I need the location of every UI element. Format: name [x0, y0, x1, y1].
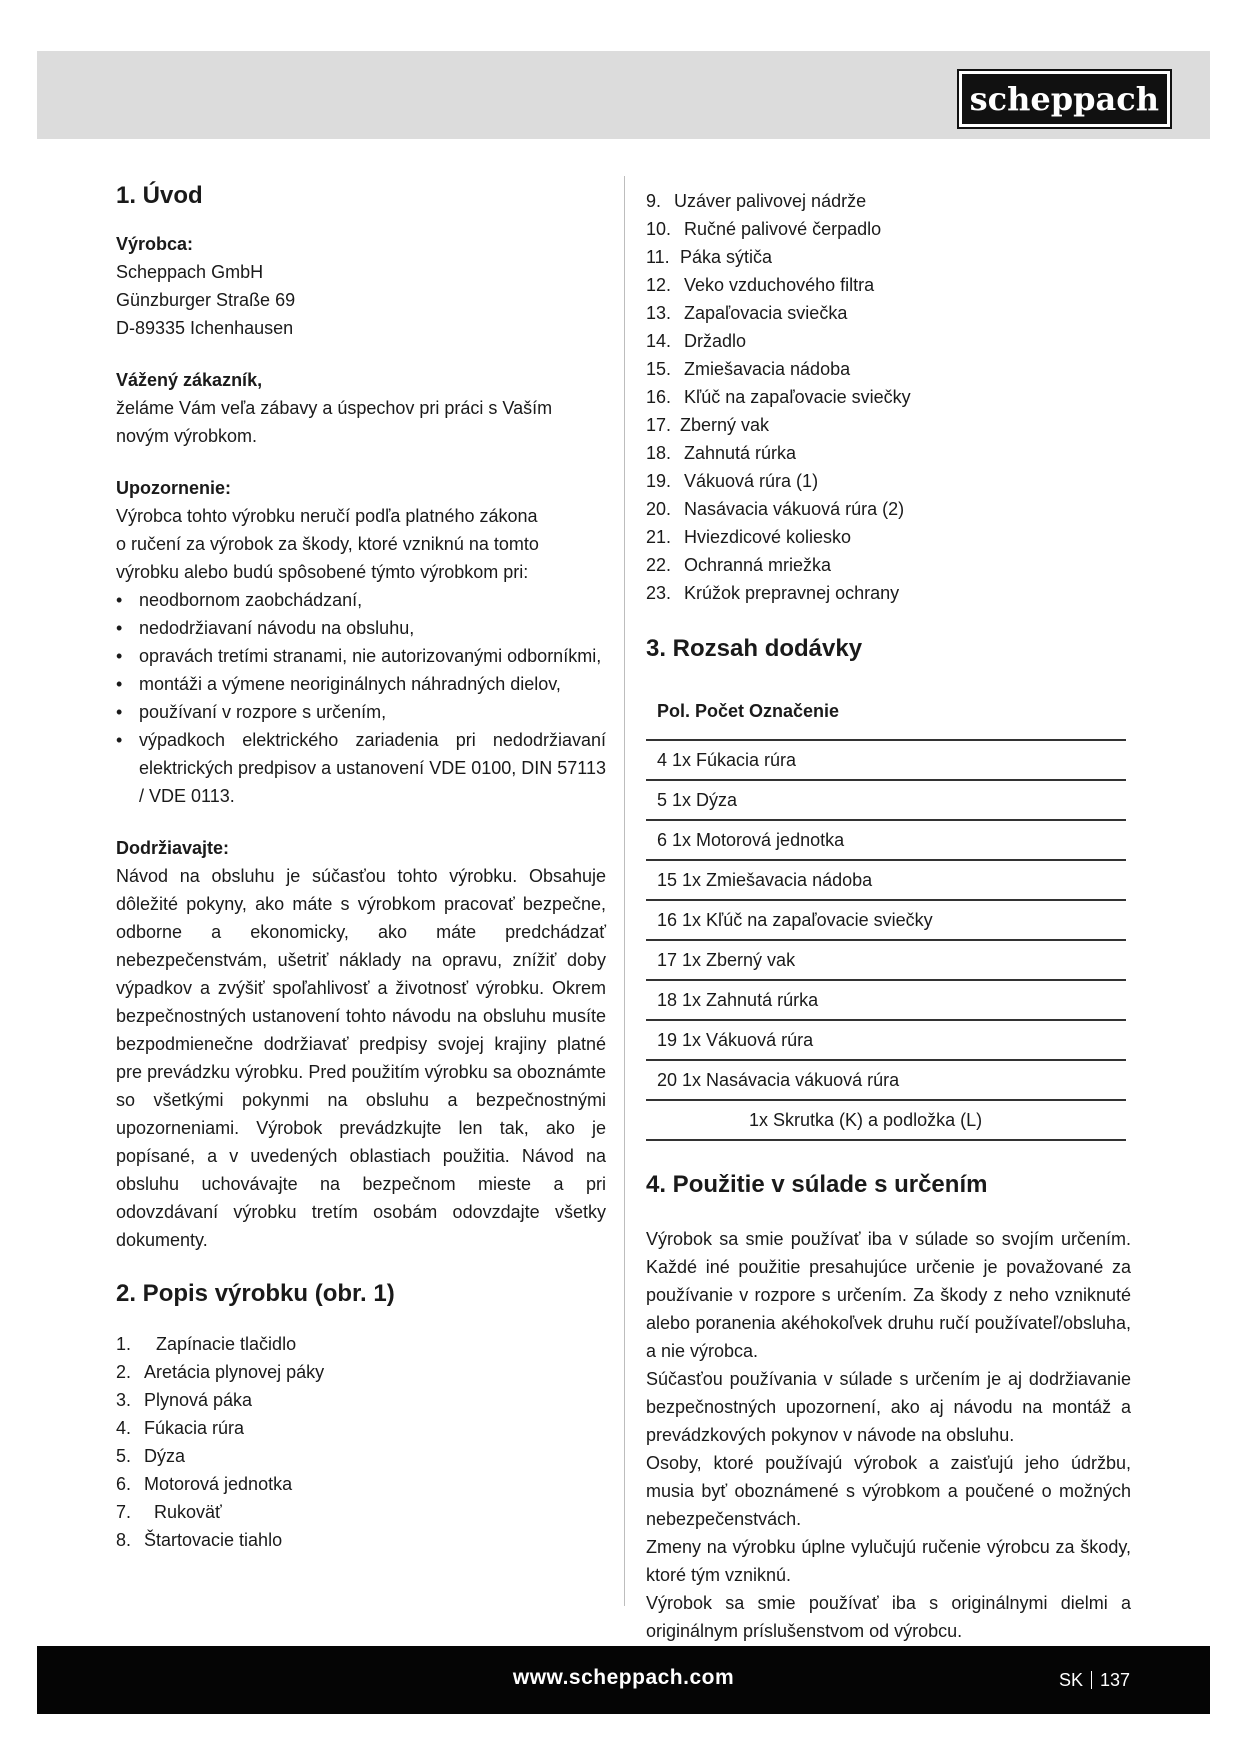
table-row: 15 1x Zmiešavacia nádoba — [646, 860, 1126, 900]
list-item: 3. Plynová páka — [116, 1390, 253, 1410]
greeting-line: novým výrobkom. — [116, 426, 258, 446]
language-code: SK — [1058, 1670, 1083, 1690]
greeting-line: želáme Vám veľa zábavy a úspechov pri práci s Vaším — [116, 398, 553, 418]
list-item: 10. Ručné palivové čerpadlo — [646, 219, 882, 239]
list-item: 15. Zmiešavacia nádoba — [646, 359, 851, 379]
list-item: 1. Zapínacie tlačidlo — [116, 1334, 297, 1354]
table-row: 1x Skrutka (K) a podložka (L) — [646, 1100, 1126, 1140]
table-row: 18 1x Zahnutá rúrka — [646, 980, 1126, 1020]
list-item: 11. Páka sýtiča — [646, 247, 773, 267]
section-2-heading: 2. Popis výrobku (obr. 1) — [116, 1280, 395, 1307]
list-item: 6. Motorová jednotka — [116, 1474, 293, 1494]
list-item: 21. Hviezdicové koliesko — [646, 527, 852, 547]
notice-line: Výrobca tohto výrobku neručí podľa platného zákona — [116, 506, 538, 526]
table-row: 5 1x Dýza — [646, 780, 1126, 820]
separator — [1091, 1671, 1092, 1689]
notice-line: o ručení za výrobok za škody, ktoré vzniknú na tomto — [116, 534, 539, 554]
list-item: 5. Dýza — [116, 1446, 186, 1466]
observe-text: Návod na obsluhu je súčasťou tohto výrobku. Obsahuje dôležité pokyny, ako máte s výrobkom pracovať bezpečne, odborne a ekonomicky, ako máte predchádzať nebezpečenstvám, ušetriť náklady na opravu, znížiť doby výpadkov a zvýšiť spoľahlivosť a životnosť výrobku. Okrem bezpečnostných ustanovení tohto návodu na obsluhu musíte bezpodmienečne dodržiavať predpisy svojej krajiny platné pre prevádzku výrobku. Pred použitím výrobku sa oboznámte so všetkými pokynmi na obsluhu a bezpečnostnými upozorneniami. Výrobok prevádzkujte len tak, ako je popísané, a v uvedených oblastiach použitia. Návod na obsluhu uchovávajte na bezpečnom mieste a pri odovzdávaní výrobku tretím osobám odovzdajte všetky dokumenty. — [116, 866, 606, 1250]
page-number: 137 — [1099, 1670, 1130, 1690]
list-item: 8. Štartovacie tiahlo — [116, 1530, 283, 1550]
left-column — [116, 180, 606, 1554]
list-item: • opravách tretími stranami, nie autorizovanými odborníkmi, — [116, 642, 606, 670]
table-row: 6 1x Motorová jednotka — [646, 820, 1126, 860]
list-item: • montáži a výmene neoriginálnych náhradných dielov, — [116, 670, 606, 698]
usage-paragraph: Súčasťou používania v súlade s určením je aj dodržiavanie bezpečnostných upozornení, ako aj návodu na montáž a prevádzkových pokynov v návode na obsluhu. — [646, 1369, 1131, 1445]
liability-bullet-list — [116, 586, 606, 810]
scheppach-logo: scheppach — [959, 71, 1170, 127]
list-item: 17. Zberný vak — [646, 415, 770, 435]
list-item: 2. Aretácia plynovej páky — [116, 1362, 325, 1382]
page-header — [37, 51, 1210, 139]
usage-paragraph: Zmeny na výrobku úplne vylučujú ručenie výrobcu za škody, ktoré tým vzniknú. — [646, 1537, 1131, 1585]
manufacturer-label: Výrobca: — [116, 234, 194, 254]
list-item: 19. Vákuová rúra (1) — [646, 471, 819, 491]
list-item: • používaní v rozpore s určením, — [116, 698, 606, 726]
table-row: 16 1x Kľúč na zapaľovacie sviečky — [646, 900, 1126, 940]
list-item: • nedodržiavaní návodu na obsluhu, — [116, 614, 606, 642]
table-header: Pol. Počet Označenie — [646, 691, 1126, 740]
table-row: 20 1x Nasávacia vákuová rúra — [646, 1060, 1126, 1100]
table-row: 17 1x Zberný vak — [646, 940, 1126, 980]
table-row: 4 1x Fúkacia rúra — [646, 740, 1126, 780]
list-item: 9. Uzáver palivovej nádrže — [646, 191, 867, 211]
page-indicator — [1059, 1670, 1130, 1691]
list-item: 4. Fúkacia rúra — [116, 1418, 245, 1438]
list-item: 22. Ochranná mriežka — [646, 555, 832, 575]
table-header-row — [646, 691, 1126, 740]
section-3-heading: 3. Rozsah dodávky — [646, 635, 863, 662]
product-parts-list — [116, 1330, 606, 1554]
list-item: • výpadkoch elektrického zariadenia pri nedodržiavaní elektrických predpisov a ustanovení VDE 0100, DIN 57113 / VDE 0113. — [116, 726, 606, 810]
observe-label: Dodržiavajte: — [116, 838, 230, 858]
list-item: 13. Zapaľovacia sviečka — [646, 303, 848, 323]
list-item: 20. Nasávacia vákuová rúra (2) — [646, 499, 905, 519]
address-line: D-89335 Ichenhausen — [116, 318, 294, 338]
usage-paragraph: Výrobok sa smie používať iba s originálnymi dielmi a originálnym príslušenstvom od výrobcu. — [646, 1593, 1131, 1641]
website-link[interactable]: www.scheppach.com — [512, 1666, 735, 1689]
list-item: 18. Zahnutá rúrka — [646, 443, 797, 463]
product-parts-list-continued — [646, 187, 1131, 607]
section-4-heading: 4. Použitie v súlade s určením — [646, 1171, 988, 1198]
section-1-heading: 1. Úvod — [116, 182, 203, 209]
page-footer — [37, 1646, 1210, 1714]
list-item: • neodbornom zaobchádzaní, — [116, 586, 606, 614]
greeting-label: Vážený zákazník, — [116, 370, 263, 390]
list-item: 14. Držadlo — [646, 331, 747, 351]
usage-paragraph: Výrobok sa smie používať iba v súlade so svojím určením. Každé iné použitie presahujúce určenie je považované za používanie v rozpore s určením. Za škody z neho vzniknuté alebo poranenia akéhokoľvek druhu ručí používateľ/obsluha, a nie výrobca. — [646, 1229, 1131, 1361]
right-column — [646, 187, 1131, 1645]
notice-line: výrobku alebo budú spôsobené týmto výrobkom pri: — [116, 562, 529, 582]
list-item: 16. Kľúč na zapaľovacie sviečky — [646, 387, 911, 407]
list-item: 7. Rukoväť — [116, 1502, 222, 1522]
usage-paragraph: Osoby, ktoré používajú výrobok a zaisťujú jeho údržbu, musia byť oboznámené s výrobkom a poučené o možných nebezpečenstvách. — [646, 1453, 1131, 1529]
scope-of-delivery-table — [646, 691, 1126, 1141]
list-item: 23. Krúžok prepravnej ochrany — [646, 583, 900, 603]
list-item: 12. Veko vzduchového filtra — [646, 275, 875, 295]
address-line: Scheppach GmbH — [116, 262, 264, 282]
address-line: Günzburger Straße 69 — [116, 290, 296, 310]
table-row: 19 1x Vákuová rúra — [646, 1020, 1126, 1060]
notice-label: Upozornenie: — [116, 478, 231, 498]
column-divider — [624, 176, 625, 1606]
